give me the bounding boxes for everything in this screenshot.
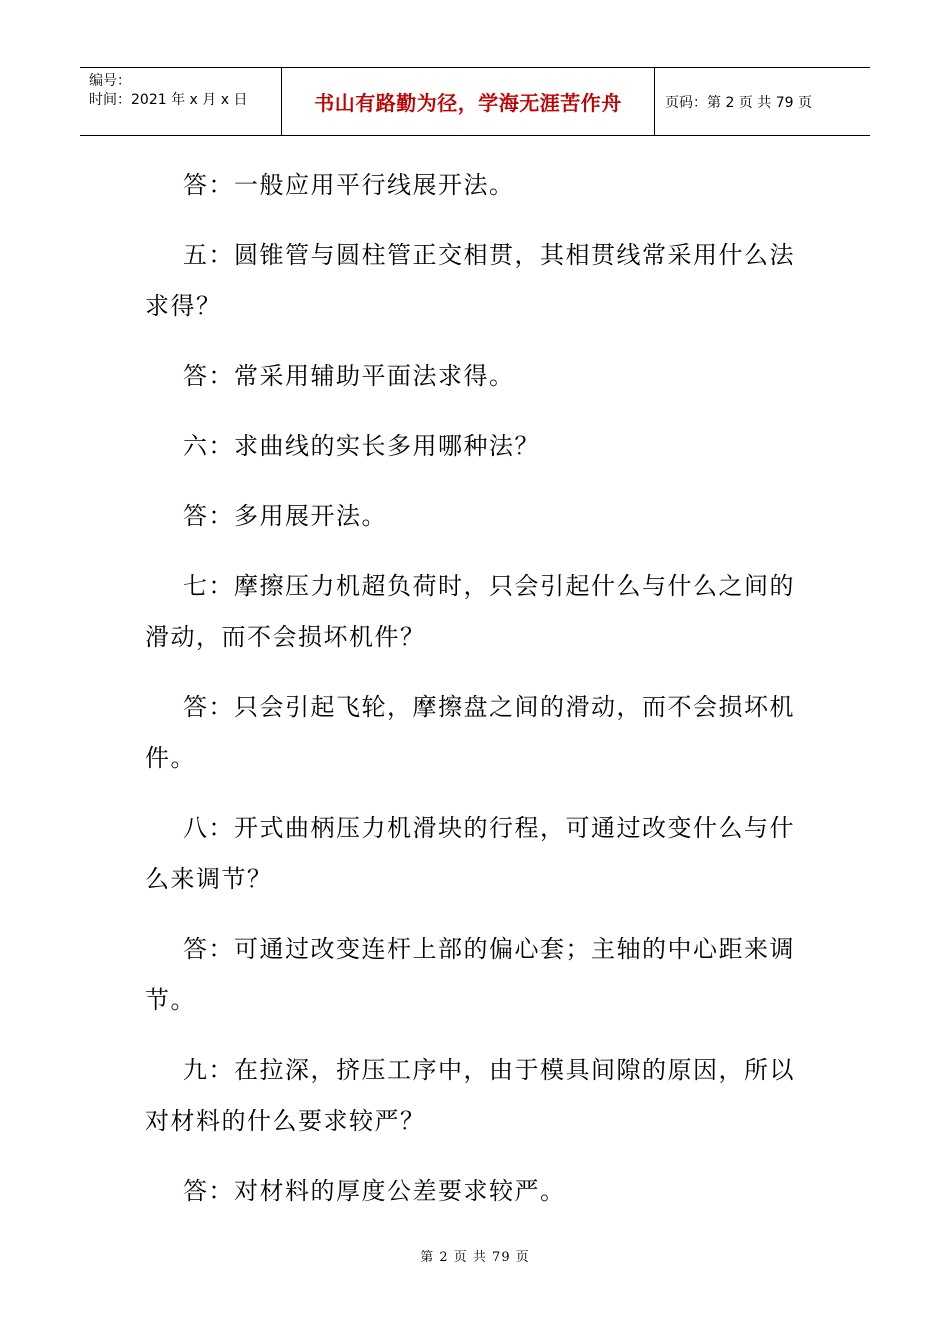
document-time-label: 时间：2021 年 x 月 x 日 — [89, 92, 248, 108]
paragraph: 六：求曲线的实长多用哪种法？ — [183, 432, 540, 460]
document-number-label: 编号： — [89, 73, 131, 89]
paragraph: 五：圆锥管与圆柱管正交相贯，其相贯线常采用什么法求得？ — [145, 241, 795, 320]
document-body — [145, 160, 810, 1236]
paragraph: 答：对材料的厚度公差要求较严。 — [183, 1177, 566, 1205]
paragraph: 答：只会引起飞轮，摩擦盘之间的滑动，而不会损坏机件。 — [145, 693, 795, 772]
paragraph: 答：可通过改变连杆上部的偏心套；主轴的中心距来调节。 — [145, 935, 795, 1014]
header-meta — [80, 68, 282, 135]
paragraph: 八：开式曲柄压力机滑块的行程，可通过改变什么与什么来调节？ — [145, 814, 795, 893]
paragraph: 答：一般应用平行线展开法。 — [183, 171, 515, 199]
paragraph: 九：在拉深，挤压工序中，由于模具间隙的原因，所以对材料的什么要求较严？ — [145, 1056, 795, 1135]
paragraph: 七：摩擦压力机超负荷时，只会引起什么与什么之间的滑动，而不会损坏机件？ — [145, 572, 795, 651]
page-header — [80, 67, 870, 136]
paragraph: 答：常采用辅助平面法求得。 — [183, 362, 515, 390]
header-page-info: 页码：第 2 页 共 79 页 — [665, 94, 812, 111]
paragraph: 答：多用展开法。 — [183, 502, 387, 530]
page-footer: 第 2 页 共 79 页 — [420, 1250, 530, 1265]
header-motto: 书山有路勤为径，学海无涯苦作舟 — [282, 68, 655, 135]
